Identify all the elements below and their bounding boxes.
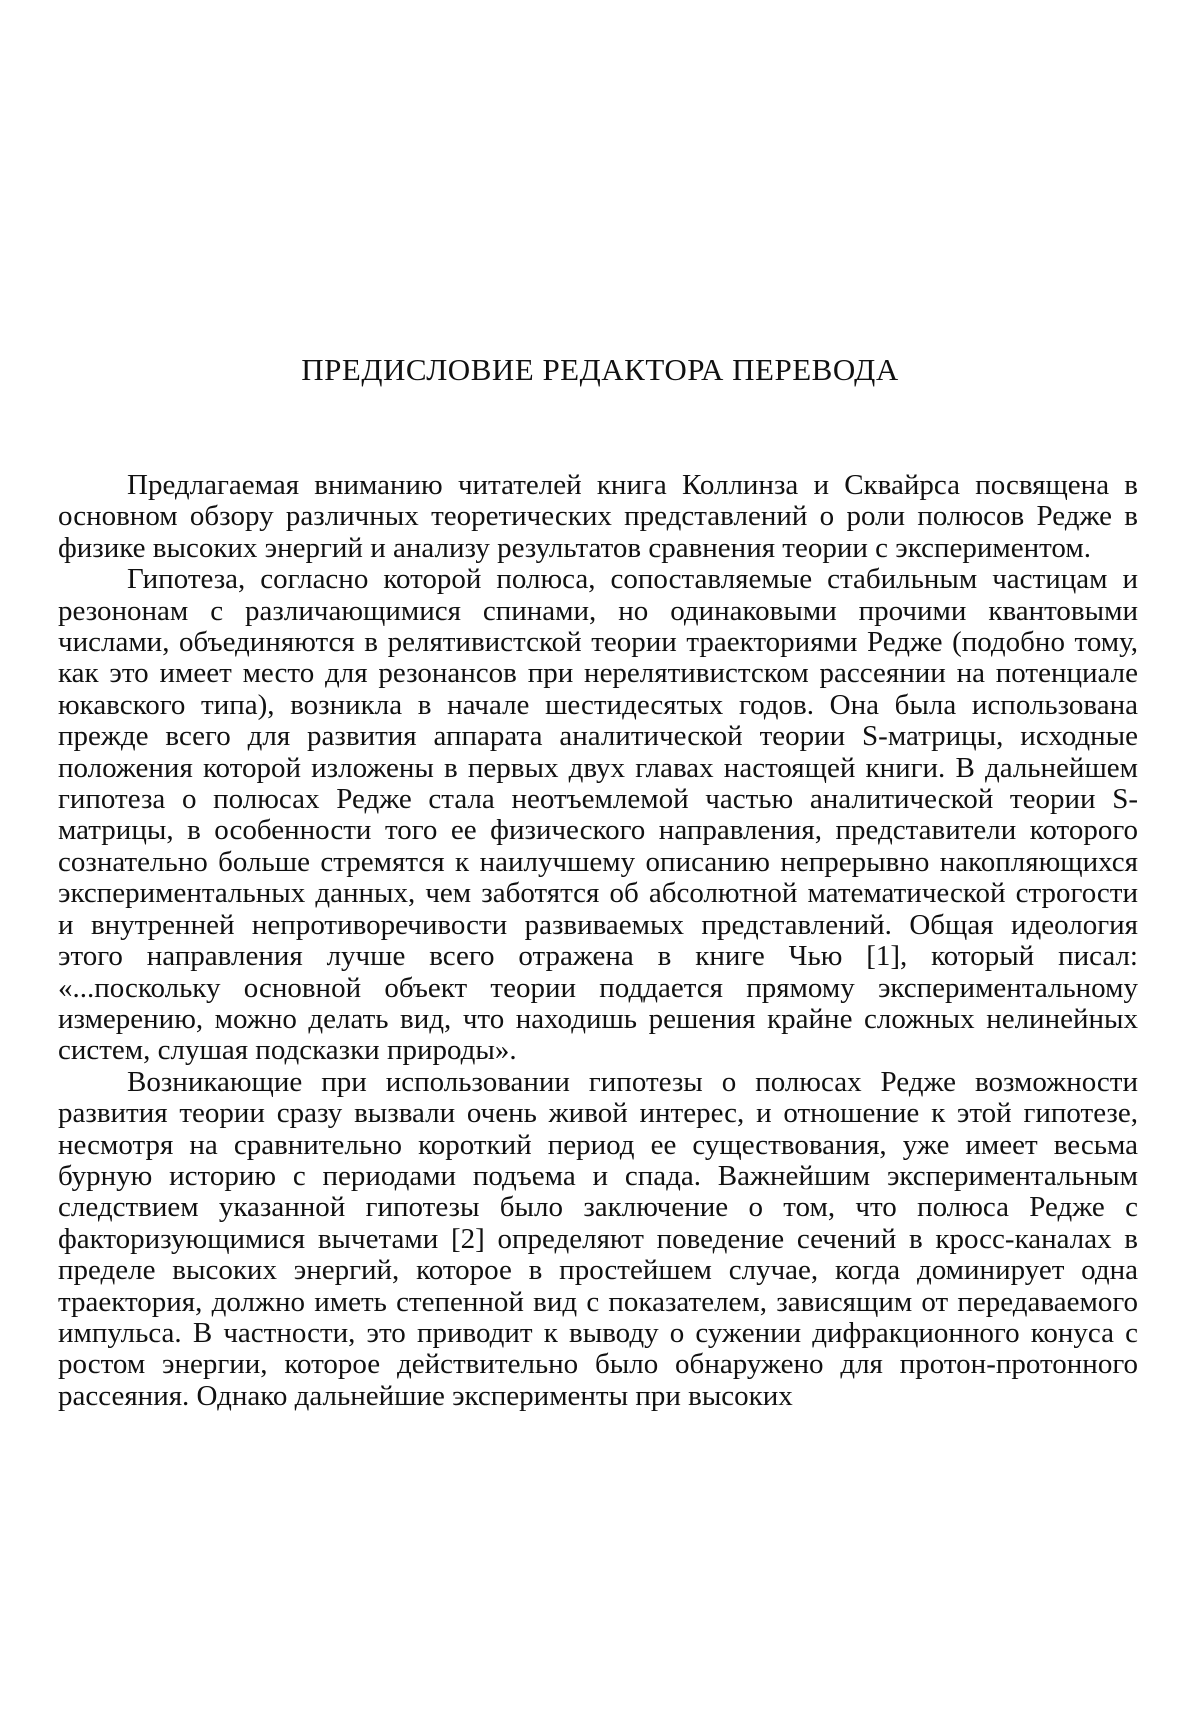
page-title: ПРЕДИСЛОВИЕ РЕДАКТОРА ПЕРЕВОДА [301, 352, 899, 387]
paragraph-3: Возникающие при использовании гипотезы о полюсах Редже возможности развития теории сразу вызвали очень живой интерес, и отношение к этой гипотезе, несмотря на сравнительно короткий период ее существования, уже имеет весьма бурную историю с периодами подъема и спада. Важнейшим экспериментальным следствием указанной гипотезы было заключение о том, что полюса Редже с факторизующимися вычетами [2] определяют поведение сечений в кросс-каналах в пределе высоких энергий, которое в простейшем случае, когда доминирует одна траектория, должно иметь степенной вид с показателем, зависящим от передаваемого импульса. В частности, это приводит к выводу о сужении дифракционного конуса с ростом энергии, которое действительно было обнаружено для протон-протонного рассеяния. Однако дальнейшие эксперименты при высоких [58, 1065, 1138, 1412]
paragraph-1: Предлагаемая вниманию читателей книга Коллинза и Сквайрса посвящена в основном обзору различных теоретических представлений о роли полюсов Редже в физике высоких энергий и анализу результатов сравнения теории с экспериментом. [58, 469, 1138, 564]
paragraph-2: Гипотеза, согласно которой полюса, сопоставляемые стабильным частицам и резононам с различающимися спинами, но одинаковыми прочими квантовыми числами, объединяются в релятивистской теории траекториями Редже (подобно тому, как это имеет место для резонансов при нерелятивистском рассеянии на потенциале юкавского типа), возникла в начале шестидесятых годов. Она была использована прежде всего для развития аппарата аналитической теории S-матрицы, исходные положения которой изложены в первых двух главах настоящей книги. В дальнейшем гипотеза о полюсах Редже стала неотъемлемой частью аналитической теории S-матрицы, в особенности того ее физического направления, представители которого сознательно больше стремятся к наилучшему описанию непрерывно накопляющихся экспериментальных данных, чем заботятся об абсолютной математической строгости и внутренней непротиворечивости развиваемых представлений. Общая идеология этого направления лучше всего отражена в книге Чью [1], который писал: «...поскольку основной объект теории поддается прямому экспериментальному измерению, можно делать вид, что находишь решения крайне сложных нелинейных систем, слушая подсказки природы». [58, 563, 1138, 1067]
preface-body [58, 470, 1138, 1412]
